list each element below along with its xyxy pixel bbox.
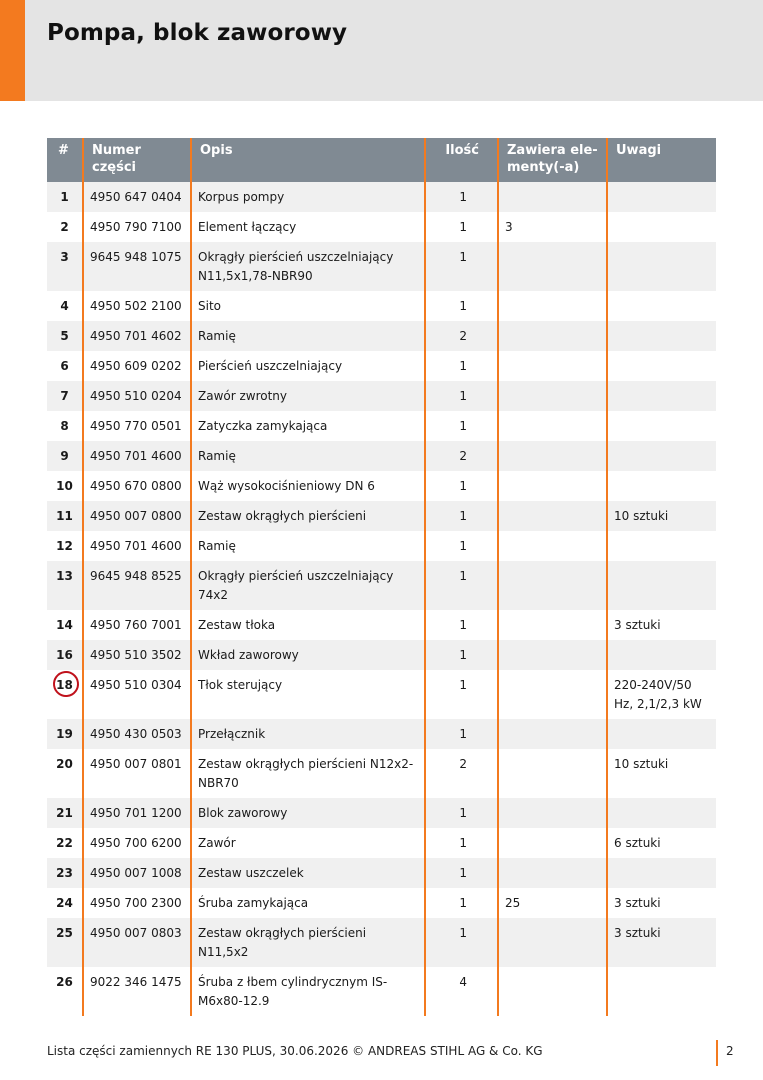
part-number-text: 9022 346 1475 bbox=[90, 975, 182, 989]
footer-divider bbox=[716, 1040, 718, 1066]
cell-description bbox=[191, 640, 425, 670]
table-row bbox=[47, 561, 716, 610]
cell-row-number bbox=[47, 212, 83, 242]
cell-notes bbox=[607, 888, 716, 918]
cell-part-number bbox=[83, 719, 191, 749]
row-number-text: 3 bbox=[60, 250, 69, 264]
cell-contains bbox=[498, 471, 607, 501]
cell-description bbox=[191, 501, 425, 531]
part-number-text: 4950 701 4602 bbox=[90, 329, 182, 343]
description-text: Zawór bbox=[198, 836, 236, 850]
cell-notes bbox=[607, 501, 716, 531]
row-number-text: 11 bbox=[56, 509, 73, 523]
page-number: 2 bbox=[726, 1044, 734, 1058]
cell-row-number bbox=[47, 381, 83, 411]
quantity-text: 1 bbox=[459, 299, 467, 313]
cell-row-number bbox=[47, 670, 83, 719]
cell-quantity bbox=[425, 561, 498, 610]
row-number-text: 13 bbox=[56, 569, 73, 583]
cell-quantity bbox=[425, 411, 498, 441]
cell-notes bbox=[607, 381, 716, 411]
cell-part-number bbox=[83, 828, 191, 858]
column-header-description: Opis bbox=[191, 138, 425, 182]
part-number-text: 4950 701 4600 bbox=[90, 449, 182, 463]
cell-row-number bbox=[47, 411, 83, 441]
row-number-text: 23 bbox=[56, 866, 73, 880]
cell-notes bbox=[607, 798, 716, 828]
row-number-text: 5 bbox=[60, 329, 69, 343]
quantity-text: 4 bbox=[459, 975, 467, 989]
description-text: Zawór zwrotny bbox=[198, 389, 288, 403]
cell-row-number bbox=[47, 242, 83, 291]
part-number-text: 4950 430 0503 bbox=[90, 727, 182, 741]
quantity-text: 1 bbox=[459, 618, 467, 632]
page-title: Pompa, blok zaworowy bbox=[47, 20, 348, 46]
row-number-text: 12 bbox=[56, 539, 73, 553]
quantity-text: 1 bbox=[459, 896, 467, 910]
description-text: Pierścień uszczelniający bbox=[198, 359, 343, 373]
cell-description bbox=[191, 212, 425, 242]
quantity-text: 1 bbox=[459, 220, 467, 234]
cell-row-number bbox=[47, 719, 83, 749]
table-row bbox=[47, 670, 716, 719]
cell-description bbox=[191, 719, 425, 749]
quantity-text: 1 bbox=[459, 569, 467, 583]
cell-contains bbox=[498, 321, 607, 351]
quantity-text: 1 bbox=[459, 479, 467, 493]
description-text: Śruba zamykająca bbox=[198, 896, 309, 910]
accent-bar bbox=[0, 0, 25, 101]
cell-part-number bbox=[83, 918, 191, 967]
row-number-text: 7 bbox=[60, 389, 69, 403]
cell-notes bbox=[607, 967, 716, 1016]
table-row bbox=[47, 182, 716, 212]
cell-contains bbox=[498, 610, 607, 640]
description-text: Wkład zaworowy bbox=[198, 648, 299, 662]
contains-text: 3 bbox=[505, 220, 513, 234]
table-row bbox=[47, 212, 716, 242]
table-header bbox=[47, 138, 716, 182]
row-number-text: 20 bbox=[56, 757, 73, 771]
cell-notes bbox=[607, 749, 716, 798]
cell-description bbox=[191, 858, 425, 888]
cell-description bbox=[191, 888, 425, 918]
row-number-text: 18 bbox=[56, 678, 73, 692]
row-number-text: 24 bbox=[56, 896, 73, 910]
table-row bbox=[47, 640, 716, 670]
cell-row-number bbox=[47, 640, 83, 670]
table-row bbox=[47, 242, 716, 291]
cell-quantity bbox=[425, 918, 498, 967]
cell-description bbox=[191, 411, 425, 441]
cell-part-number bbox=[83, 242, 191, 291]
cell-description bbox=[191, 749, 425, 798]
cell-notes bbox=[607, 531, 716, 561]
row-number-text: 22 bbox=[56, 836, 73, 850]
table-row bbox=[47, 351, 716, 381]
cell-description bbox=[191, 610, 425, 640]
quantity-text: 1 bbox=[459, 389, 467, 403]
cell-quantity bbox=[425, 531, 498, 561]
cell-notes bbox=[607, 291, 716, 321]
cell-contains bbox=[498, 351, 607, 381]
quantity-text: 1 bbox=[459, 678, 467, 692]
part-number-text: 4950 502 2100 bbox=[90, 299, 182, 313]
cell-description bbox=[191, 441, 425, 471]
column-header-contains: Zawiera ele-menty(-a) bbox=[498, 138, 607, 182]
description-text: Ramię bbox=[198, 329, 236, 343]
cell-contains bbox=[498, 719, 607, 749]
description-text: Okrągły pierścień uszczelniający 74x2 bbox=[198, 569, 394, 602]
table-row bbox=[47, 441, 716, 471]
row-number-text: 2 bbox=[60, 220, 69, 234]
cell-part-number bbox=[83, 561, 191, 610]
table-row bbox=[47, 501, 716, 531]
cell-quantity bbox=[425, 858, 498, 888]
row-number-text: 25 bbox=[56, 926, 73, 940]
cell-quantity bbox=[425, 640, 498, 670]
cell-quantity bbox=[425, 212, 498, 242]
cell-part-number bbox=[83, 411, 191, 441]
column-header-part-number: Numer części bbox=[83, 138, 191, 182]
cell-contains bbox=[498, 242, 607, 291]
row-number-text: 26 bbox=[56, 975, 73, 989]
quantity-text: 1 bbox=[459, 419, 467, 433]
table-row bbox=[47, 967, 716, 1016]
circle-annotation-mark bbox=[51, 669, 80, 698]
description-text: Śruba z łbem cylindrycznym IS-M6x80-12.9 bbox=[198, 975, 388, 1008]
part-number-text: 4950 007 0803 bbox=[90, 926, 182, 940]
quantity-text: 1 bbox=[459, 926, 467, 940]
description-text: Tłok sterujący bbox=[198, 678, 283, 692]
table-row bbox=[47, 471, 716, 501]
description-text: Ramię bbox=[198, 449, 236, 463]
column-header-notes: Uwagi bbox=[607, 138, 716, 182]
cell-quantity bbox=[425, 441, 498, 471]
description-text: Zatyczka zamykająca bbox=[198, 419, 328, 433]
cell-row-number bbox=[47, 749, 83, 798]
cell-quantity bbox=[425, 182, 498, 212]
cell-part-number bbox=[83, 798, 191, 828]
cell-quantity bbox=[425, 291, 498, 321]
notes-text: 10 sztuki bbox=[614, 509, 669, 523]
cell-part-number bbox=[83, 610, 191, 640]
row-number-text: 1 bbox=[60, 190, 69, 204]
cell-contains bbox=[498, 411, 607, 441]
cell-part-number bbox=[83, 321, 191, 351]
table-header-row bbox=[47, 138, 716, 182]
cell-part-number bbox=[83, 471, 191, 501]
cell-description bbox=[191, 321, 425, 351]
cell-notes bbox=[607, 828, 716, 858]
cell-quantity bbox=[425, 798, 498, 828]
cell-description bbox=[191, 291, 425, 321]
table-row bbox=[47, 828, 716, 858]
row-number-text: 16 bbox=[56, 648, 73, 662]
part-number-text: 4950 700 2300 bbox=[90, 896, 182, 910]
cell-notes bbox=[607, 351, 716, 381]
cell-contains bbox=[498, 670, 607, 719]
cell-row-number bbox=[47, 828, 83, 858]
table-row bbox=[47, 918, 716, 967]
cell-description bbox=[191, 967, 425, 1016]
cell-description bbox=[191, 798, 425, 828]
row-number-text: 4 bbox=[60, 299, 69, 313]
quantity-text: 1 bbox=[459, 539, 467, 553]
contains-text: 25 bbox=[505, 896, 521, 910]
cell-contains bbox=[498, 441, 607, 471]
part-number-text: 4950 770 0501 bbox=[90, 419, 182, 433]
cell-notes bbox=[607, 561, 716, 610]
quantity-text: 1 bbox=[459, 727, 467, 741]
part-number-text: 4950 700 6200 bbox=[90, 836, 182, 850]
table-row bbox=[47, 719, 716, 749]
cell-quantity bbox=[425, 321, 498, 351]
cell-part-number bbox=[83, 670, 191, 719]
part-number-text: 4950 760 7001 bbox=[90, 618, 182, 632]
cell-notes bbox=[607, 212, 716, 242]
cell-description bbox=[191, 828, 425, 858]
column-header-number: # bbox=[47, 138, 83, 182]
column-header-quantity: Ilość bbox=[425, 138, 498, 182]
notes-text: 10 sztuki bbox=[614, 757, 669, 771]
cell-quantity bbox=[425, 242, 498, 291]
description-text: Ramię bbox=[198, 539, 236, 553]
cell-row-number bbox=[47, 858, 83, 888]
description-text: Sito bbox=[198, 299, 221, 313]
part-number-text: 4950 790 7100 bbox=[90, 220, 182, 234]
cell-part-number bbox=[83, 531, 191, 561]
cell-part-number bbox=[83, 501, 191, 531]
page-header bbox=[0, 0, 763, 101]
part-number-text: 4950 510 0304 bbox=[90, 678, 182, 692]
table-row bbox=[47, 610, 716, 640]
cell-quantity bbox=[425, 381, 498, 411]
quantity-text: 1 bbox=[459, 806, 467, 820]
quantity-text: 1 bbox=[459, 836, 467, 850]
cell-quantity bbox=[425, 967, 498, 1016]
cell-contains bbox=[498, 640, 607, 670]
cell-quantity bbox=[425, 888, 498, 918]
cell-part-number bbox=[83, 858, 191, 888]
cell-contains bbox=[498, 182, 607, 212]
cell-row-number bbox=[47, 561, 83, 610]
cell-part-number bbox=[83, 351, 191, 381]
cell-description bbox=[191, 351, 425, 381]
description-text: Zestaw tłoka bbox=[198, 618, 276, 632]
quantity-text: 1 bbox=[459, 359, 467, 373]
cell-quantity bbox=[425, 610, 498, 640]
cell-part-number bbox=[83, 967, 191, 1016]
cell-contains bbox=[498, 858, 607, 888]
table-row bbox=[47, 888, 716, 918]
table-row bbox=[47, 291, 716, 321]
table-row bbox=[47, 749, 716, 798]
description-text: Blok zaworowy bbox=[198, 806, 288, 820]
description-text: Przełącznik bbox=[198, 727, 266, 741]
cell-notes bbox=[607, 640, 716, 670]
cell-part-number bbox=[83, 291, 191, 321]
cell-part-number bbox=[83, 640, 191, 670]
notes-text: 3 sztuki bbox=[614, 896, 661, 910]
part-number-text: 4950 670 0800 bbox=[90, 479, 182, 493]
quantity-text: 2 bbox=[459, 757, 467, 771]
cell-description bbox=[191, 471, 425, 501]
part-number-text: 9645 948 1075 bbox=[90, 250, 182, 264]
notes-text: 6 sztuki bbox=[614, 836, 661, 850]
cell-notes bbox=[607, 182, 716, 212]
table-row bbox=[47, 321, 716, 351]
row-number-text: 14 bbox=[56, 618, 73, 632]
cell-row-number bbox=[47, 351, 83, 381]
row-number-text: 6 bbox=[60, 359, 69, 373]
notes-text: 3 sztuki bbox=[614, 618, 661, 632]
table-row bbox=[47, 411, 716, 441]
description-text: Wąż wysokociśnieniowy DN 6 bbox=[198, 479, 375, 493]
cell-contains bbox=[498, 561, 607, 610]
cell-contains bbox=[498, 531, 607, 561]
cell-row-number bbox=[47, 531, 83, 561]
cell-quantity bbox=[425, 719, 498, 749]
cell-row-number bbox=[47, 321, 83, 351]
part-number-text: 4950 701 4600 bbox=[90, 539, 182, 553]
cell-contains bbox=[498, 828, 607, 858]
quantity-text: 1 bbox=[459, 648, 467, 662]
cell-row-number bbox=[47, 967, 83, 1016]
cell-contains bbox=[498, 212, 607, 242]
cell-contains bbox=[498, 381, 607, 411]
cell-notes bbox=[607, 918, 716, 967]
cell-part-number bbox=[83, 212, 191, 242]
description-text: Zestaw okrągłych pierścieni N11,5x2 bbox=[198, 926, 367, 959]
part-number-text: 4950 609 0202 bbox=[90, 359, 182, 373]
cell-notes bbox=[607, 411, 716, 441]
cell-row-number bbox=[47, 888, 83, 918]
cell-contains bbox=[498, 798, 607, 828]
quantity-text: 2 bbox=[459, 449, 467, 463]
part-number-text: 4950 510 3502 bbox=[90, 648, 182, 662]
quantity-text: 1 bbox=[459, 250, 467, 264]
parts-table bbox=[47, 138, 716, 1016]
row-number-text: 21 bbox=[56, 806, 73, 820]
notes-text: 3 sztuki bbox=[614, 926, 661, 940]
cell-notes bbox=[607, 858, 716, 888]
cell-row-number bbox=[47, 501, 83, 531]
cell-row-number bbox=[47, 798, 83, 828]
cell-description bbox=[191, 531, 425, 561]
cell-quantity bbox=[425, 670, 498, 719]
cell-contains bbox=[498, 749, 607, 798]
quantity-text: 1 bbox=[459, 866, 467, 880]
cell-description bbox=[191, 670, 425, 719]
cell-quantity bbox=[425, 828, 498, 858]
cell-contains bbox=[498, 291, 607, 321]
cell-description bbox=[191, 561, 425, 610]
table-row bbox=[47, 531, 716, 561]
cell-part-number bbox=[83, 888, 191, 918]
cell-description bbox=[191, 381, 425, 411]
cell-row-number bbox=[47, 182, 83, 212]
cell-part-number bbox=[83, 749, 191, 798]
table-body bbox=[47, 182, 716, 1016]
cell-part-number bbox=[83, 182, 191, 212]
quantity-text: 2 bbox=[459, 329, 467, 343]
row-number-text: 10 bbox=[56, 479, 73, 493]
footer-text: Lista części zamiennych RE 130 PLUS, 30.06.2026 © ANDREAS STIHL AG & Co. KG bbox=[47, 1044, 543, 1058]
table-row bbox=[47, 381, 716, 411]
quantity-text: 1 bbox=[459, 509, 467, 523]
cell-part-number bbox=[83, 441, 191, 471]
cell-row-number bbox=[47, 610, 83, 640]
cell-notes bbox=[607, 719, 716, 749]
cell-row-number bbox=[47, 291, 83, 321]
part-number-text: 4950 007 1008 bbox=[90, 866, 182, 880]
quantity-text: 1 bbox=[459, 190, 467, 204]
part-number-text: 4950 007 0800 bbox=[90, 509, 182, 523]
cell-description bbox=[191, 918, 425, 967]
part-number-text: 4950 007 0801 bbox=[90, 757, 182, 771]
description-text: Zestaw okrągłych pierścieni bbox=[198, 509, 367, 523]
cell-notes bbox=[607, 242, 716, 291]
cell-notes bbox=[607, 441, 716, 471]
cell-contains bbox=[498, 967, 607, 1016]
cell-part-number bbox=[83, 381, 191, 411]
part-number-text: 9645 948 8525 bbox=[90, 569, 182, 583]
cell-row-number bbox=[47, 471, 83, 501]
cell-contains bbox=[498, 918, 607, 967]
cell-row-number bbox=[47, 918, 83, 967]
description-text: Element łączący bbox=[198, 220, 297, 234]
table-row bbox=[47, 798, 716, 828]
cell-notes bbox=[607, 670, 716, 719]
cell-contains bbox=[498, 501, 607, 531]
part-number-text: 4950 701 1200 bbox=[90, 806, 182, 820]
cell-quantity bbox=[425, 749, 498, 798]
cell-notes bbox=[607, 321, 716, 351]
row-number-text: 8 bbox=[60, 419, 69, 433]
cell-notes bbox=[607, 471, 716, 501]
cell-description bbox=[191, 182, 425, 212]
notes-text: 220-240V/50 Hz, 2,1/2,3 kW bbox=[614, 678, 702, 711]
cell-row-number bbox=[47, 441, 83, 471]
cell-quantity bbox=[425, 471, 498, 501]
part-number-text: 4950 510 0204 bbox=[90, 389, 182, 403]
description-text: Korpus pompy bbox=[198, 190, 285, 204]
row-number-text: 9 bbox=[60, 449, 69, 463]
cell-notes bbox=[607, 610, 716, 640]
description-text: Okrągły pierścień uszczelniający N11,5x1,78-NBR90 bbox=[198, 250, 394, 283]
cell-quantity bbox=[425, 501, 498, 531]
cell-contains bbox=[498, 888, 607, 918]
description-text: Zestaw okrągłych pierścieni N12x2-NBR70 bbox=[198, 757, 414, 790]
part-number-text: 4950 647 0404 bbox=[90, 190, 182, 204]
row-number-text: 19 bbox=[56, 727, 73, 741]
cell-description bbox=[191, 242, 425, 291]
table-row bbox=[47, 858, 716, 888]
description-text: Zestaw uszczelek bbox=[198, 866, 304, 880]
cell-quantity bbox=[425, 351, 498, 381]
